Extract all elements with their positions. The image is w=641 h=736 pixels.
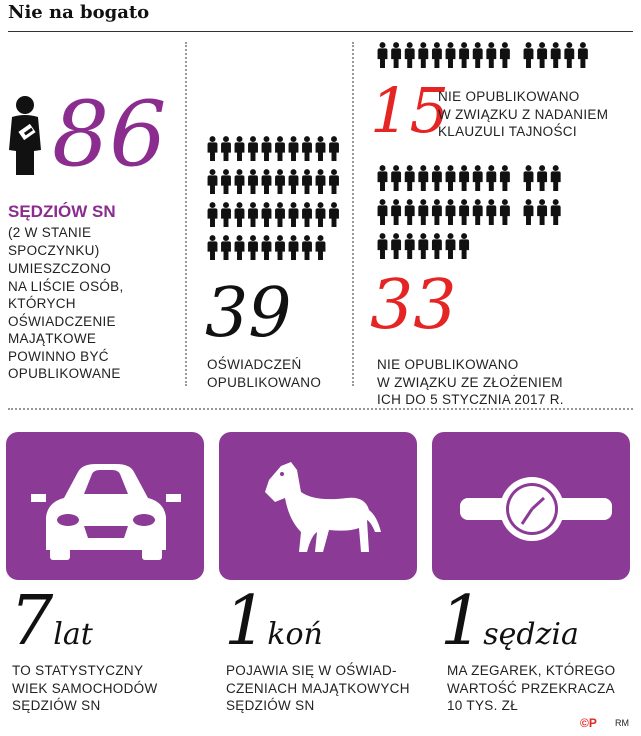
fact-watch-description	[447, 662, 637, 715]
person-icon	[524, 199, 534, 225]
late-description-line: NIE OPUBLIKOWANO	[377, 357, 519, 372]
person-icon	[302, 202, 312, 227]
fact-watch-value	[440, 582, 579, 661]
person-icon	[486, 165, 496, 191]
person-icon	[302, 136, 312, 161]
person-icon	[405, 233, 415, 259]
fact-horse-description	[226, 662, 431, 715]
car-icon	[6, 432, 204, 580]
late-description	[377, 356, 627, 409]
published-people-grid	[207, 136, 342, 260]
fact-description-line: MA ZEGAREK, KTÓREGO	[447, 663, 616, 678]
person-icon	[248, 202, 258, 227]
person-icon	[524, 42, 534, 68]
secret-description	[438, 88, 638, 141]
watch-icon	[432, 432, 630, 580]
published-description-line: OŚWIADCZEŃ	[207, 357, 302, 372]
secret-number: 15	[370, 74, 449, 147]
person-icon	[302, 235, 312, 260]
horse-panel	[219, 432, 417, 580]
secret-description-line: KLAUZULI TAJNOŚCI	[438, 124, 577, 139]
fact-horse-number: 1	[224, 582, 268, 661]
person-icon	[551, 199, 561, 225]
person-icon	[275, 202, 285, 227]
horse-icon	[219, 432, 417, 580]
person-icon	[208, 202, 218, 227]
person-icon	[235, 169, 245, 194]
person-icon	[405, 165, 415, 191]
person-icon	[459, 42, 469, 68]
person-icon	[378, 165, 388, 191]
person-icon	[248, 136, 258, 161]
late-people-grid	[377, 165, 617, 260]
person-icon	[316, 169, 326, 194]
person-icon	[262, 202, 272, 227]
fact-watch-unit: sędzia	[483, 617, 579, 652]
person-icon	[418, 233, 428, 259]
person-icon	[432, 42, 442, 68]
published-description	[207, 356, 347, 391]
person-icon	[446, 199, 456, 225]
fact-car-number: 7	[10, 582, 54, 661]
person-icon	[473, 42, 483, 68]
person-icon	[329, 202, 339, 227]
person-icon	[432, 199, 442, 225]
person-icon	[262, 235, 272, 260]
person-icon	[316, 235, 326, 260]
person-icon	[500, 199, 510, 225]
fact-description-line: TO STATYSTYCZNY	[12, 663, 144, 678]
person-icon	[302, 169, 312, 194]
person-icon	[500, 42, 510, 68]
secret-description-line: NIE OPUBLIKOWANO	[438, 89, 580, 104]
person-icon	[446, 42, 456, 68]
late-number: 33	[370, 266, 457, 345]
person-icon	[524, 165, 534, 191]
divider-left	[185, 42, 187, 386]
person-icon	[262, 169, 272, 194]
divider-right	[352, 42, 354, 386]
fact-horse-unit: koń	[267, 617, 323, 652]
person-icon	[275, 169, 285, 194]
person-icon	[235, 136, 245, 161]
person-icon	[564, 42, 574, 68]
person-icon	[248, 169, 258, 194]
judges-description-line: OPUBLIKOWANE	[8, 366, 121, 381]
fact-car-unit: lat	[53, 617, 93, 652]
person-icon	[378, 233, 388, 259]
person-icon	[289, 136, 299, 161]
person-icon	[432, 165, 442, 191]
person-icon	[391, 233, 401, 259]
fact-description-line: WARTOŚĆ PRZEKRACZA	[447, 680, 615, 696]
publisher-logo: ©P	[580, 716, 597, 730]
person-icon	[446, 165, 456, 191]
person-icon	[537, 42, 547, 68]
person-icon	[446, 233, 456, 259]
author-credit: RM	[615, 718, 629, 728]
person-icon	[289, 169, 299, 194]
person-icon	[551, 42, 561, 68]
fact-watch-number: 1	[440, 582, 484, 661]
person-icon	[391, 199, 401, 225]
person-icon	[275, 136, 285, 161]
person-icon	[537, 165, 547, 191]
fact-description-line: POJAWIA SIĘ W OŚWIAD-	[226, 663, 397, 678]
person-icon	[459, 165, 469, 191]
published-description-line: OPUBLIKOWANO	[207, 374, 322, 390]
person-icon	[391, 165, 401, 191]
person-icon	[329, 136, 339, 161]
person-icon	[316, 136, 326, 161]
published-number: 39	[205, 274, 292, 353]
person-icon	[473, 165, 483, 191]
person-icon	[459, 233, 469, 259]
judges-number: 86	[52, 82, 167, 187]
title-rule	[8, 31, 633, 32]
person-icon	[500, 165, 510, 191]
secret-description-line: W ZWIĄZKU Z NADANIEM	[438, 106, 609, 122]
person-icon	[329, 169, 339, 194]
person-icon	[262, 136, 272, 161]
person-icon	[221, 235, 231, 260]
late-description-line: ICH DO 5 STYCZNIA 2017 R.	[377, 392, 564, 407]
judges-label: SĘDZIÓW SN	[8, 202, 116, 221]
person-icon	[378, 42, 388, 68]
person-icon	[405, 42, 415, 68]
judges-description-line: OŚWIADCZENIE	[8, 313, 116, 329]
car-panel	[6, 432, 204, 580]
person-icon	[551, 165, 561, 191]
person-icon	[486, 42, 496, 68]
person-icon	[473, 199, 483, 225]
person-icon	[486, 199, 496, 225]
judges-description-line: POWINNO BYĆ	[8, 348, 109, 364]
judges-description-line: UMIESZCZONO	[8, 261, 112, 276]
fact-description-line: CZENIACH MAJĄTKOWYCH	[226, 680, 410, 696]
judges-description-line: KTÓRYCH	[8, 296, 76, 311]
fact-description-line: 10 TYS. ZŁ	[447, 698, 519, 713]
watch-panel	[432, 432, 630, 580]
person-icon	[235, 235, 245, 260]
fact-horse-value	[224, 582, 323, 661]
person-icon	[208, 136, 218, 161]
person-icon	[221, 169, 231, 194]
person-icon	[316, 202, 326, 227]
person-icon	[248, 235, 258, 260]
judges-note: (2 W STANIE SPOCZYNKU)	[8, 225, 100, 258]
person-icon	[289, 235, 299, 260]
judges-description	[8, 260, 178, 383]
person-icon	[221, 202, 231, 227]
late-description-line: W ZWIĄZKU ZE ZŁOŻENIEM	[377, 374, 563, 390]
judges-description-line: NA LIŚCIE OSÓB,	[8, 278, 124, 294]
page-title: Nie na bogato	[8, 2, 150, 23]
fact-description-line: SĘDZIÓW SN	[226, 698, 315, 713]
fact-description-line: SĘDZIÓW SN	[12, 698, 101, 713]
secret-people-grid	[377, 42, 617, 76]
person-icon	[418, 42, 428, 68]
judges-description-line: MAJĄTKOWE	[8, 331, 97, 346]
judge-icon	[6, 95, 46, 175]
fact-description-line: WIEK SAMOCHODÓW	[12, 680, 158, 696]
person-icon	[578, 42, 588, 68]
fact-car-description	[12, 662, 202, 715]
person-icon	[459, 199, 469, 225]
person-icon	[221, 136, 231, 161]
person-icon	[405, 199, 415, 225]
person-icon	[418, 199, 428, 225]
person-icon	[275, 235, 285, 260]
person-icon	[432, 233, 442, 259]
person-icon	[537, 199, 547, 225]
person-icon	[235, 202, 245, 227]
person-icon	[289, 202, 299, 227]
person-icon	[208, 235, 218, 260]
person-icon	[391, 42, 401, 68]
person-icon	[208, 169, 218, 194]
person-icon	[378, 199, 388, 225]
fact-car-value	[10, 582, 93, 661]
person-icon	[418, 165, 428, 191]
